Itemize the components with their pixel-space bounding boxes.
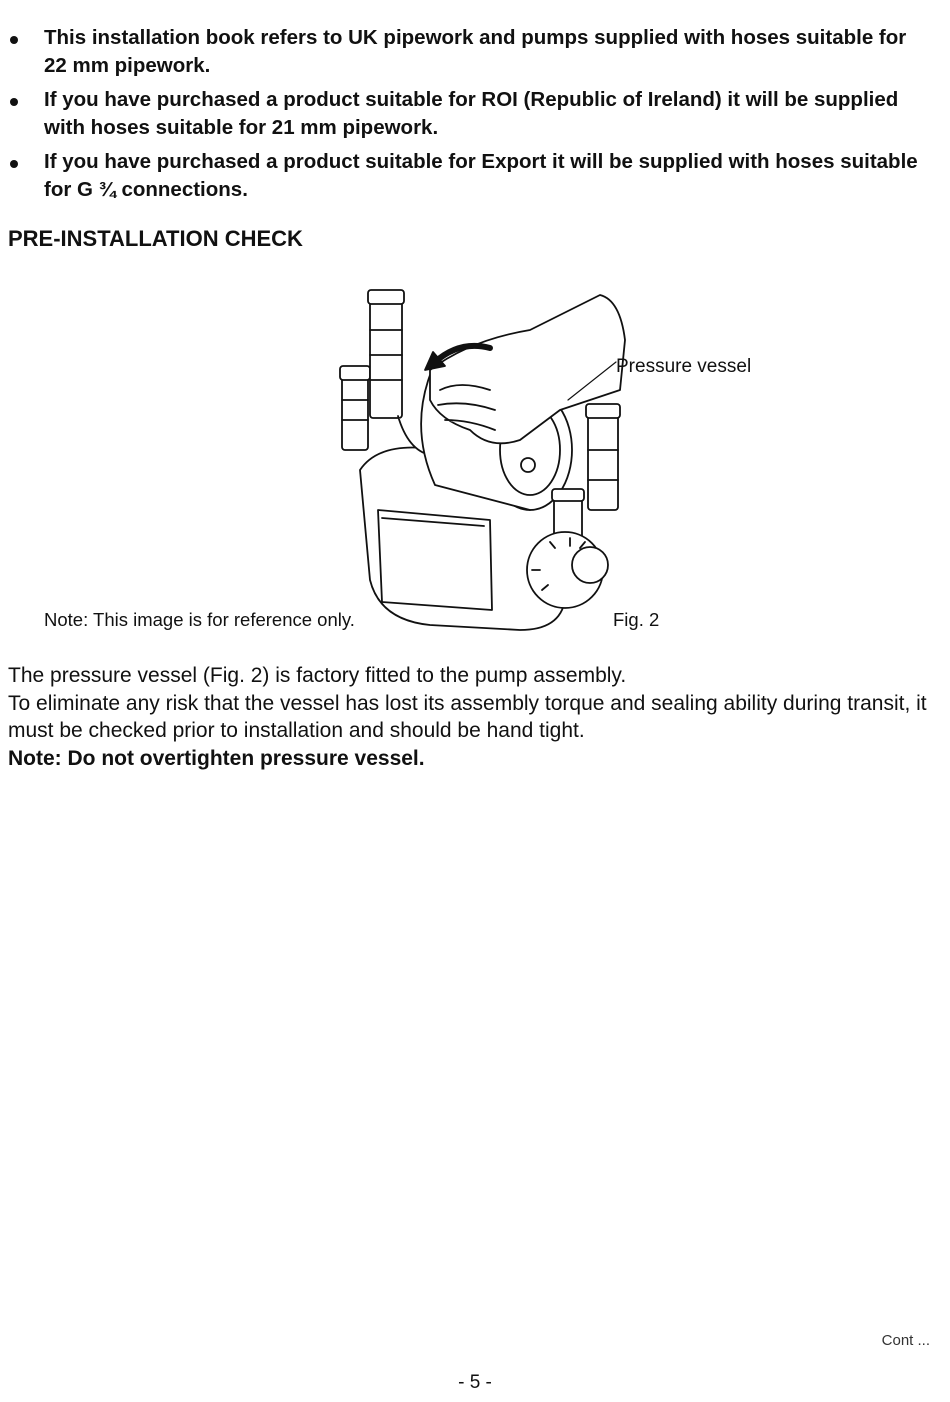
pressure-vessel-label: Pressure vessel [616,356,752,377]
continued-marker: Cont ... [881,1332,930,1349]
bullet-dot-icon [10,160,18,168]
paragraph: To eliminate any risk that the vessel has lost its assembly torque and sealing ability during transit, it must be checked prior to installation and should be hand tight. [8,691,927,742]
bullet-text: This installation book refers to UK pipework and pumps supplied with hoses suitable for 22 mm pipework. [44,26,907,77]
figure-caption: Fig. 2 [613,609,660,630]
bullet-dot-icon [10,98,18,106]
pump-illustration [320,280,640,640]
page-number: - 5 - [458,1372,492,1393]
bullet-text: If you have purchased a product suitable for ROI (Republic of Ireland) it will be supplied with hoses suitable for 21 mm pipework. [44,88,899,139]
bullet-item [8,86,933,142]
bullet-item [8,24,933,80]
bullet-text: If you have purchased a product suitable for Export it will be supplied with hoses suitable for G ¾ connections. [44,150,918,201]
paragraph: The pressure vessel (Fig. 2) is factory fitted to the pump assembly. [8,664,627,687]
bullet-item [8,148,933,204]
body-text [8,662,938,772]
warning-note: Note: Do not overtighten pressure vessel. [8,746,425,770]
section-heading: PRE-INSTALLATION CHECK [8,226,303,251]
bullet-list [8,24,933,210]
figure-note: Note: This image is for reference only. [44,609,355,630]
bullet-dot-icon [10,36,18,44]
